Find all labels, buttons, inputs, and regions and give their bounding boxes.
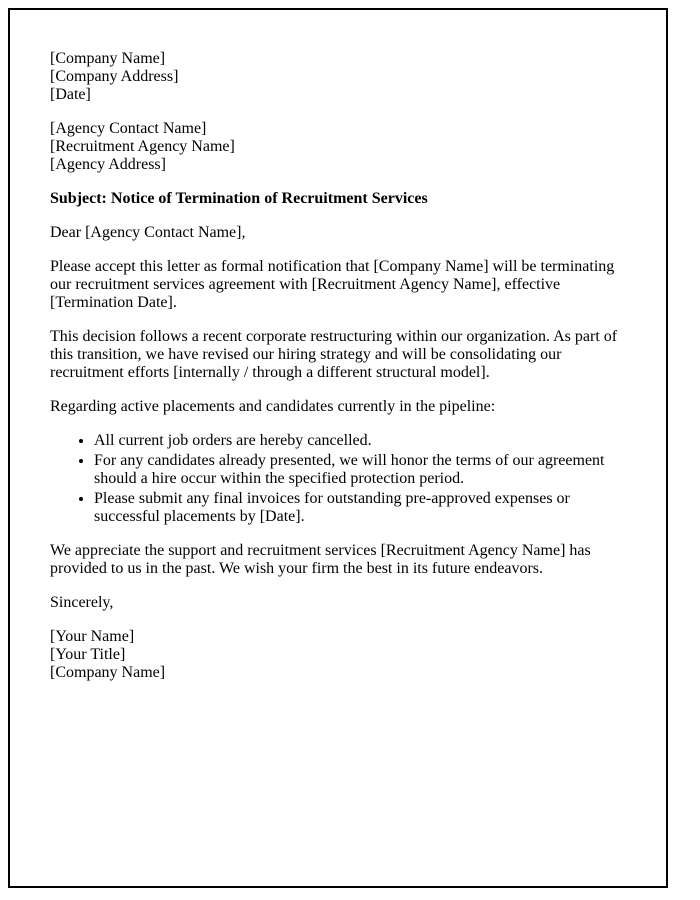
letter-content xyxy=(10,10,666,738)
paragraph-appreciation: We appreciate the support and recruitment services [Recruitment Agency Name] has provided to us in the past. We wish your firm the best in its future endeavors. xyxy=(50,542,591,577)
signature-block xyxy=(50,628,618,682)
bullet-final-invoices: • Please submit any final invoices for outstanding pre-approved expenses or successful placements by [Date]. xyxy=(94,490,618,526)
bullet-candidates-presented: • For any candidates already presented, we will honor the terms of our agreement should a hire occur within the specified protection period. xyxy=(94,452,618,488)
sender-block xyxy=(50,50,618,104)
subject-line: Subject: Notice of Termination of Recruitment Services xyxy=(50,190,428,207)
recipient-agency-address: [Agency Address] xyxy=(50,156,166,173)
sender-company-name: [Company Name] xyxy=(50,50,166,67)
pipeline-bullet-list xyxy=(50,432,618,526)
recipient-block xyxy=(50,120,618,174)
signature-name: [Your Name] xyxy=(50,628,135,645)
paragraph-notification: Please accept this letter as formal notification that [Company Name] will be terminating our recruitment services agreement with [Recruitment Agency Name], effective [Termination Date]. xyxy=(50,258,615,311)
recipient-agency-name: [Recruitment Agency Name] xyxy=(50,138,235,155)
bullet-job-orders: • All current job orders are hereby cancelled. xyxy=(94,432,618,450)
recipient-contact-name: [Agency Contact Name] xyxy=(50,120,207,137)
paragraph-pipeline-intro: Regarding active placements and candidates currently in the pipeline: xyxy=(50,398,496,415)
sender-company-address: [Company Address] xyxy=(50,68,179,85)
paragraph-restructuring: This decision follows a recent corporate restructuring within our organization. As part of this transition, we have revised our hiring strategy and will be consolidating our recruitment efforts [internally / through a different structural model]. xyxy=(50,328,618,381)
sign-off: Sincerely, xyxy=(50,594,114,611)
letter-date: [Date] xyxy=(50,86,91,103)
signature-title: [Your Title] xyxy=(50,646,126,663)
salutation: Dear [Agency Contact Name], xyxy=(50,224,246,241)
letter-page xyxy=(8,8,668,888)
signature-company: [Company Name] xyxy=(50,664,166,681)
